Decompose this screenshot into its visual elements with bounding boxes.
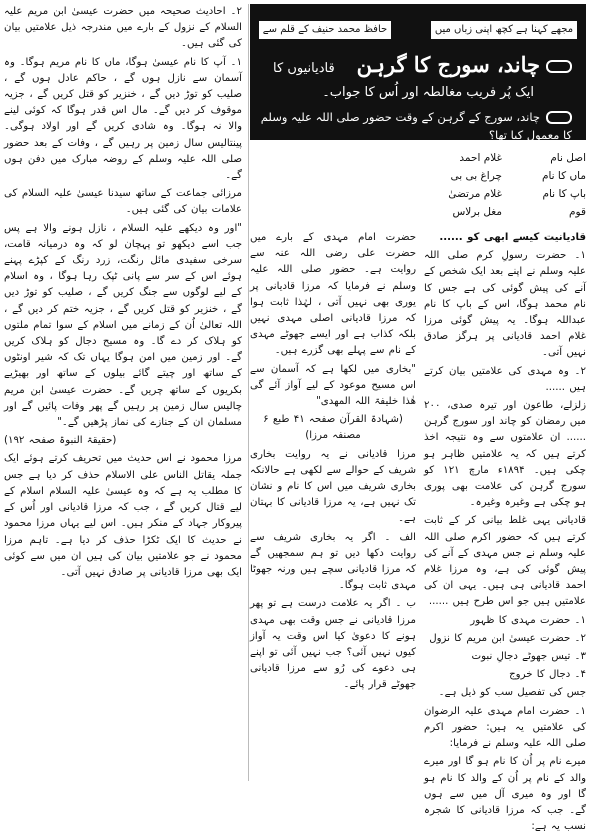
right-subcolumn	[418, 230, 586, 837]
right-para-3: زلزلے، طاعون اور تیرہ صدی، ۲۰۰ میں رمضان کو چاند اور سورج گرہن ...... ان علامتوں سے وہ نتیجہ اخذ کرتے ہیں کہ یہ علامتیں ظاہر ہو چکی ہیں۔ ۱۸۹۴ء مارچ ۱۲۱ کو سورج گرہن کی علامت بھی پوری ہو چکی ہے وغیرہ وغیرہ۔	[424, 400, 586, 509]
person-row	[250, 152, 586, 170]
article-title	[252, 52, 572, 82]
article-header	[250, 4, 586, 140]
right-para-5: جس کی تفصیل سب کو ذیل ہے۔	[438, 687, 586, 699]
bullet-oval-icon	[546, 60, 572, 73]
mid-reference: (شہادۃ القرآن صفحہ ۴۱ طبع ۶ مصنفہ مرزا)	[263, 414, 403, 442]
person-value: مغل برلاس	[452, 206, 502, 218]
question-text: چاند، سورج کے گرہن کے وقت حضور صلی اللہ علیہ وسلم کا معمول کیا تھا؟	[260, 110, 572, 142]
list-item: ۲۔ حضرت عیسیٰ ابن مریم کا نزول	[429, 632, 586, 644]
person-value: چراغ بی بی	[450, 170, 502, 182]
person-row	[250, 188, 586, 206]
mid-para-5: الف ۔ اگر یہ بخاری شریف سے روایت دکھا دیں تو ہم سمجھیں گے کہ مرزا قادیانی سچے ہیں ورنہ جھوٹا مہدی ثابت ہوگا۔	[250, 531, 416, 592]
author-box: حافظ محمد حنیف کے قلم سے	[258, 20, 392, 40]
bullet-oval-icon	[546, 111, 572, 124]
right-para-4: قادیانی یہی غلط بیانی کر کے ثابت کرتے ہیں کہ حضور اکرم صلی اللہ علیہ وسلم نے جس مہدی کے آنے کی پیش گوئی کی ہے، وہ مرزا غلام احمد قادیانی ہی ہیں۔ یہی ان کی علامتیں ہیں جو اس طرح ہیں ......	[424, 515, 586, 608]
left-para-2: ۱۔ آپ کا نام عیسیٰ ہوگا، ماں کا نام مریم ہوگا۔ وہ آسمان سے نازل ہوں گے ، حاکم عادل ہوں گے ، صلیب کو توڑ دیں گے ، خنزیر کو قتل کریں گے ، جزیہ موقوف کر دیں گے۔ مال اس قدر ہوگا کہ کوئی لینے والا نہ ہوگا۔ وہ شادی کریں گے اور اولاد ہوگی۔ پینتالیس سال زمین پر رہیں گے ، وفات کے بعد حضور صلی اللہ علیہ وسلم کے روضہ مبارک میں دفن ہوں گے۔	[4, 56, 242, 182]
person-label: اصل نام	[550, 152, 586, 164]
person-info-table	[250, 152, 586, 224]
mid-para-1: حضرت امام مہدی کے بارے میں حضرت علی رضی اللہ عنہ سے روایت ہے۔ حضور صلی اللہ علیہ وسلم نے فرمایا کہ مرزا قادیانی پر یوری بھی نہیں آتی ، لہٰذا ثابت ہوا کہ مرزا قادیانی اصلی مہدی نہیں بلکہ کذاب ہے اور ایسے جھوٹے مہدی کے نام سے پہلے بھی گزرے ہیں۔	[250, 232, 416, 357]
list-item: ۴۔ دجال کا خروج	[509, 669, 586, 681]
left-column	[4, 4, 242, 583]
mid-para-4: مرزا قادیانی نے یہ روایت بخاری شریف کے حوالے سے لکھی ہے حالانکہ بخاری شریف میں اس کا نام و نشان تک نہیں ہے، یہ مرزا قادیانی کا بہتان ہے۔	[250, 448, 416, 525]
mid-para-6: ب ۔ اگر یہ علامت درست ہے تو پھر مرزا قادیانی نے جس وقت بھی مہدی ہونے کا دعویٰ کیا اس وقت یہ آواز کیوں نہیں آئی؟ جب نہیں آئی تو اپنے ہی دعوے کی رُو سے مرزا قادیانی جھوٹے قرار پائے۔	[250, 598, 416, 691]
column-divider	[248, 4, 249, 781]
left-para-1: ۲۔ احادیث صحیحہ میں حضرت عیسیٰ ابن مریم علیہ السلام کے نزول کے بارے میں مندرجہ ذیل علامتیں بیان کی گئی ہیں۔	[4, 6, 242, 50]
person-label: ماں کا نام	[541, 170, 586, 182]
right-para-7: میرے نام پر اُن کا نام ہو گا اور میرے والد کے نام پر اُن کے والد کا نام ہو گا اور وہ میری آل میں سے ہوں گے۔ جب کہ مرزا قادیانی کا شجرہ نسب یہ ہے:	[424, 756, 586, 833]
right-para-6: ۱۔ حضرت امام مہدی علیہ الرضوان کی علامتیں یہ ہیں: حضور اکرم صلی اللہ علیہ وسلم نے فرمایا:	[424, 705, 586, 750]
person-value: غلام احمد	[459, 152, 502, 164]
person-value: غلام مرتضیٰ	[448, 188, 502, 200]
article-subtitle: ایک پُر فریب مغالطہ اور اُس کا جواب۔	[322, 85, 534, 100]
person-row	[250, 206, 586, 224]
newspaper-page	[4, 4, 586, 833]
title-suffix: قادیانیوں کا	[273, 61, 335, 76]
right-para-2: ۲۔ وہ مہدی کی علامتیں بیان کرتے ہیں ......	[424, 365, 586, 393]
title-main: چاند، سورج کا گرہن	[356, 52, 540, 77]
left-para-6: مرزا محمود نے اس حدیث میں تحریف کرتے ہوئے ایک جملہ یقاتل الناس علی الاسلام حذف کر دیا ہے جس کا مطلب یہ ہے کہ وہ عیسیٰ علیہ السلام اسلام کے لیے قتال کریں گے ، جب کہ مرزا قادیانی اور اُس کے پیروکار جہاد کے منکر ہیں۔ اس لیے یہاں مرزا محمود نے حدیث کا ایک ٹکڑا حذف کر دیا ہے۔ تاہم مرزا محمود نے جو علامتیں بیان کی ہیں ان میں سے کوئی ایک بھی مرزا قادیانی پر صادق نہیں آتی۔	[4, 453, 242, 578]
right-para-1: ۱۔ حضرت رسولِ کرم صلی اللہ علیہ وسلم نے اپنے بعد ایک شخص کے آنے کی پیش گوئی کی ہے جس کا نام محمد ہوگا، اس کے باپ کا نام عبداللہ ہوگا۔ یہ پیش گوئی مرزا غلام احمد قادیانی پر ہرگز صادق نہیں آتی۔	[424, 250, 586, 359]
left-reference: (حقیقۃ النبوۃ صفحہ ۱۹۲)	[4, 435, 117, 447]
person-label: باپ کا نام	[542, 188, 586, 200]
column-title-box: مجھے کہنا ہے کچھ اپنی زباں میں	[430, 20, 578, 40]
list-item: ۳۔ تیس جھوٹے دجالِ نبوت	[471, 651, 586, 663]
person-row	[250, 170, 586, 188]
right-intro: قادیانیت کیسے ابھی کو ......	[439, 232, 586, 243]
left-para-3: مرزائی جماعت کے ساتھ سیدنا عیسیٰ علیہ السلام کی علامات بیان کی گئی ہیں۔	[4, 188, 242, 216]
list-item: ۱۔ حضرت مہدی کا ظہور	[470, 614, 586, 626]
left-para-4: "اور وہ دیکھے علیہ السلام ، نازل ہونے والا ہے پس جب اسے دیکھو تو پہچان لو کہ وہ درمیانہ قامت، سرخی سفیدی مائل رنگت، زرد رنگ کے کپڑے پہنے ہوئے اس کے سر سے پانی ٹپک رہا ہوگا ، وہ اسلام کے لیے لوگوں سے جنگ کریں گے ، صلیب کو توڑ دیں گے ، خنزیر کو قتل کریں گے ، جزیہ ختم کر دیں گے ، اللہ تعالیٰ اُن کے زمانے میں اسلام کے سوا تمام ملتوں کو ہلاک کر دے گا۔ وہ مسیح دجال کو ہلاک کریں گے۔ اور زمین میں امن ہوگا یہاں تک کہ شیر اونٹوں کے ساتھ اور چیتے گائے بیلوں کے ساتھ اور بھیڑیے بکریوں کے ساتھ چریں گے۔ حضرت عیسیٰ ابن مریم چالیس سال زمین پر رہیں گے پھر وفات پائیں گے اور مسلمان ان کے جنازے کی نماز پڑھیں گے۔"	[4, 222, 242, 429]
article-question	[250, 108, 572, 144]
mid-para-2: "بخاری میں لکھا ہے کہ آسمان سے اس مسیح موعود کے لیے آواز آئے گی ھٰذا خلیفۃ اللہ المھدی"	[250, 363, 416, 408]
right-column	[250, 230, 586, 837]
person-label: قوم	[569, 206, 586, 218]
middle-subcolumn	[250, 230, 416, 696]
